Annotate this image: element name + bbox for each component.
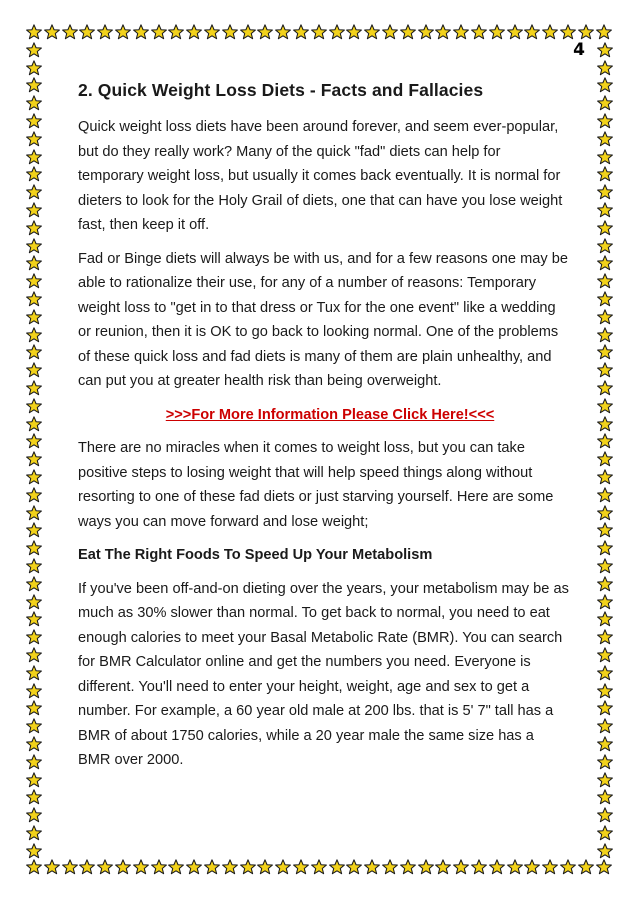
star-icon — [597, 736, 613, 752]
star-icon — [26, 309, 42, 325]
star-icon — [453, 859, 469, 875]
star-icon — [597, 95, 613, 111]
star-icon — [186, 859, 202, 875]
star-icon — [26, 113, 42, 129]
star-icon — [418, 859, 434, 875]
star-icon — [578, 24, 594, 40]
star-icon — [97, 24, 113, 40]
star-icon — [597, 362, 613, 378]
star-icon — [597, 683, 613, 699]
star-icon — [597, 433, 613, 449]
star-icon — [62, 859, 78, 875]
star-icon — [26, 540, 42, 556]
star-icon — [597, 60, 613, 76]
star-icon — [222, 859, 238, 875]
star-icon — [560, 24, 576, 40]
star-icon — [26, 487, 42, 503]
star-icon — [597, 487, 613, 503]
paragraph-fad-diets: Fad or Binge diets will always be with us, and for a few reasons one may be able to rationalize their use, for any of a number of reasons: Temporary weight loss to "get in to that dress or Tux for the one event" like a wedding or reunion, then it is OK to go back to looking normal. One of the problems of these quick loss and fad diets is many of them are plain unhealthy, and can put you at greater health risk than being overweight. — [78, 250, 568, 389]
star-icon — [26, 594, 42, 610]
star-icon — [26, 576, 42, 592]
star-icon — [597, 220, 613, 236]
star-icon — [257, 859, 273, 875]
star-icon — [382, 24, 398, 40]
star-icon — [507, 859, 523, 875]
star-icon — [26, 166, 42, 182]
star-icon — [489, 859, 505, 875]
star-icon — [26, 700, 42, 716]
star-icon — [62, 24, 78, 40]
star-icon — [311, 859, 327, 875]
star-icon — [597, 469, 613, 485]
star-icon — [597, 77, 613, 93]
star-icon — [597, 273, 613, 289]
star-icon — [597, 291, 613, 307]
star-icon — [382, 859, 398, 875]
star-icon — [26, 665, 42, 681]
star-icon — [26, 433, 42, 449]
star-icon — [26, 754, 42, 770]
star-icon — [329, 859, 345, 875]
star-icon — [133, 859, 149, 875]
star-icon — [597, 451, 613, 467]
star-icon — [597, 843, 613, 859]
star-icon — [597, 42, 613, 58]
star-icon — [26, 77, 42, 93]
star-icon — [597, 718, 613, 734]
star-icon — [26, 843, 42, 859]
star-icon — [578, 859, 594, 875]
star-icon — [418, 24, 434, 40]
star-icon — [26, 24, 42, 40]
star-icon — [597, 576, 613, 592]
star-icon — [26, 718, 42, 734]
star-icon — [346, 859, 362, 875]
star-icon — [26, 469, 42, 485]
star-icon — [26, 95, 42, 111]
paragraph-metabolism: If you've been off-and-on dieting over the years, your metabolism may be as much as 30% slower than normal. To get back to normal, you need to eat enough calories to meet your Basal Metabolic Rate (BMR). You can search for BMR Calculator online and get the numbers you need. Everyone is different. You'll need to enter your height, weight, age and sex to get a number. For example, a 60 year old male at 200 lbs. that is 5' 7" tall has a BMR of about 1750 calories, while a 20 year male the same size has a BMR over 2000. — [78, 580, 569, 768]
star-icon — [507, 24, 523, 40]
star-icon — [596, 24, 612, 40]
star-icon — [597, 789, 613, 805]
star-icon — [597, 344, 613, 360]
star-icon — [597, 754, 613, 770]
star-icon — [26, 131, 42, 147]
star-icon — [79, 859, 95, 875]
star-icon — [597, 166, 613, 182]
star-icon — [489, 24, 505, 40]
star-icon — [597, 647, 613, 663]
star-icon — [26, 611, 42, 627]
star-icon — [26, 202, 42, 218]
star-icon — [26, 416, 42, 432]
star-icon — [597, 327, 613, 343]
star-icon — [435, 24, 451, 40]
star-icon — [524, 859, 540, 875]
star-icon — [597, 238, 613, 254]
star-icon — [524, 24, 540, 40]
star-icon — [204, 859, 220, 875]
section-subheading: Eat The Right Foods To Speed Up Your Metabolism — [78, 547, 433, 563]
paragraph-intro: Quick weight loss diets have been around forever, and seem ever-popular, but do they really work? Many of the quick "fad" diets can help for temporary weight loss, but usually it comes back eventually. It is normal for dieters to look for the Holy Grail of diets, one that can have you lose weight fast, then keep it off. — [78, 119, 563, 233]
star-icon — [346, 24, 362, 40]
star-icon — [597, 380, 613, 396]
star-icon — [26, 505, 42, 521]
star-icon — [26, 736, 42, 752]
star-icon — [26, 327, 42, 343]
star-icon — [26, 60, 42, 76]
star-icon — [26, 772, 42, 788]
page-number: 4 — [573, 40, 585, 60]
star-icon — [44, 859, 60, 875]
star-icon — [26, 42, 42, 58]
article — [78, 80, 570, 782]
star-icon — [26, 362, 42, 378]
star-icon — [204, 24, 220, 40]
star-icon — [597, 558, 613, 574]
star-icon — [542, 859, 558, 875]
star-icon — [542, 24, 558, 40]
star-icon — [597, 113, 613, 129]
star-icon — [597, 255, 613, 271]
star-icon — [597, 700, 613, 716]
star-icon — [453, 24, 469, 40]
star-icon — [26, 807, 42, 823]
more-info-link[interactable]: >>>For More Information Please Click Here!<<< — [165, 406, 495, 423]
star-icon — [151, 24, 167, 40]
star-icon — [26, 647, 42, 663]
star-icon — [329, 24, 345, 40]
star-icon — [597, 149, 613, 165]
star-icon — [275, 24, 291, 40]
star-icon — [364, 859, 380, 875]
star-icon — [597, 309, 613, 325]
star-icon — [240, 24, 256, 40]
star-icon — [240, 859, 256, 875]
star-icon — [275, 859, 291, 875]
star-icon — [597, 629, 613, 645]
star-icon — [26, 344, 42, 360]
star-icon — [26, 238, 42, 254]
star-icon — [597, 594, 613, 610]
star-icon — [293, 859, 309, 875]
star-icon — [597, 772, 613, 788]
star-icon — [44, 24, 60, 40]
star-icon — [26, 380, 42, 396]
star-icon — [26, 291, 42, 307]
star-icon — [26, 398, 42, 414]
star-icon — [597, 807, 613, 823]
star-icon — [597, 184, 613, 200]
star-icon — [26, 859, 42, 875]
star-icon — [597, 522, 613, 538]
article-title: 2. Quick Weight Loss Diets - Facts and Fallacies — [78, 80, 484, 100]
star-icon — [400, 24, 416, 40]
star-icon — [596, 859, 612, 875]
star-icon — [597, 505, 613, 521]
star-icon — [133, 24, 149, 40]
star-icon — [435, 859, 451, 875]
star-icon — [168, 859, 184, 875]
star-icon — [597, 540, 613, 556]
star-icon — [26, 184, 42, 200]
star-icon — [26, 255, 42, 271]
star-icon — [597, 416, 613, 432]
star-icon — [186, 24, 202, 40]
star-icon — [560, 859, 576, 875]
star-icon — [597, 611, 613, 627]
paragraph-no-miracles: There are no miracles when it comes to weight loss, but you can take positive steps to losing weight that will help speed things along without resorting to one of these fad diets or just starving yourself. Here are some ways you can move forward and lose weight; — [78, 440, 554, 530]
star-icon — [364, 24, 380, 40]
star-icon — [168, 24, 184, 40]
star-icon — [115, 24, 131, 40]
star-icon — [597, 665, 613, 681]
star-icon — [26, 629, 42, 645]
star-icon — [471, 859, 487, 875]
star-icon — [115, 859, 131, 875]
star-icon — [97, 859, 113, 875]
star-icon — [597, 825, 613, 841]
star-icon — [597, 202, 613, 218]
star-icon — [26, 220, 42, 236]
star-icon — [597, 398, 613, 414]
star-icon — [26, 451, 42, 467]
star-icon — [222, 24, 238, 40]
star-icon — [26, 522, 42, 538]
star-icon — [26, 825, 42, 841]
star-icon — [400, 859, 416, 875]
star-icon — [471, 24, 487, 40]
star-icon — [26, 149, 42, 165]
more-info-line — [78, 403, 570, 428]
star-icon — [26, 273, 42, 289]
star-icon — [26, 789, 42, 805]
star-icon — [597, 131, 613, 147]
star-icon — [151, 859, 167, 875]
star-icon — [293, 24, 309, 40]
star-icon — [26, 683, 42, 699]
star-icon — [311, 24, 327, 40]
star-icon — [26, 558, 42, 574]
star-icon — [79, 24, 95, 40]
star-icon — [257, 24, 273, 40]
